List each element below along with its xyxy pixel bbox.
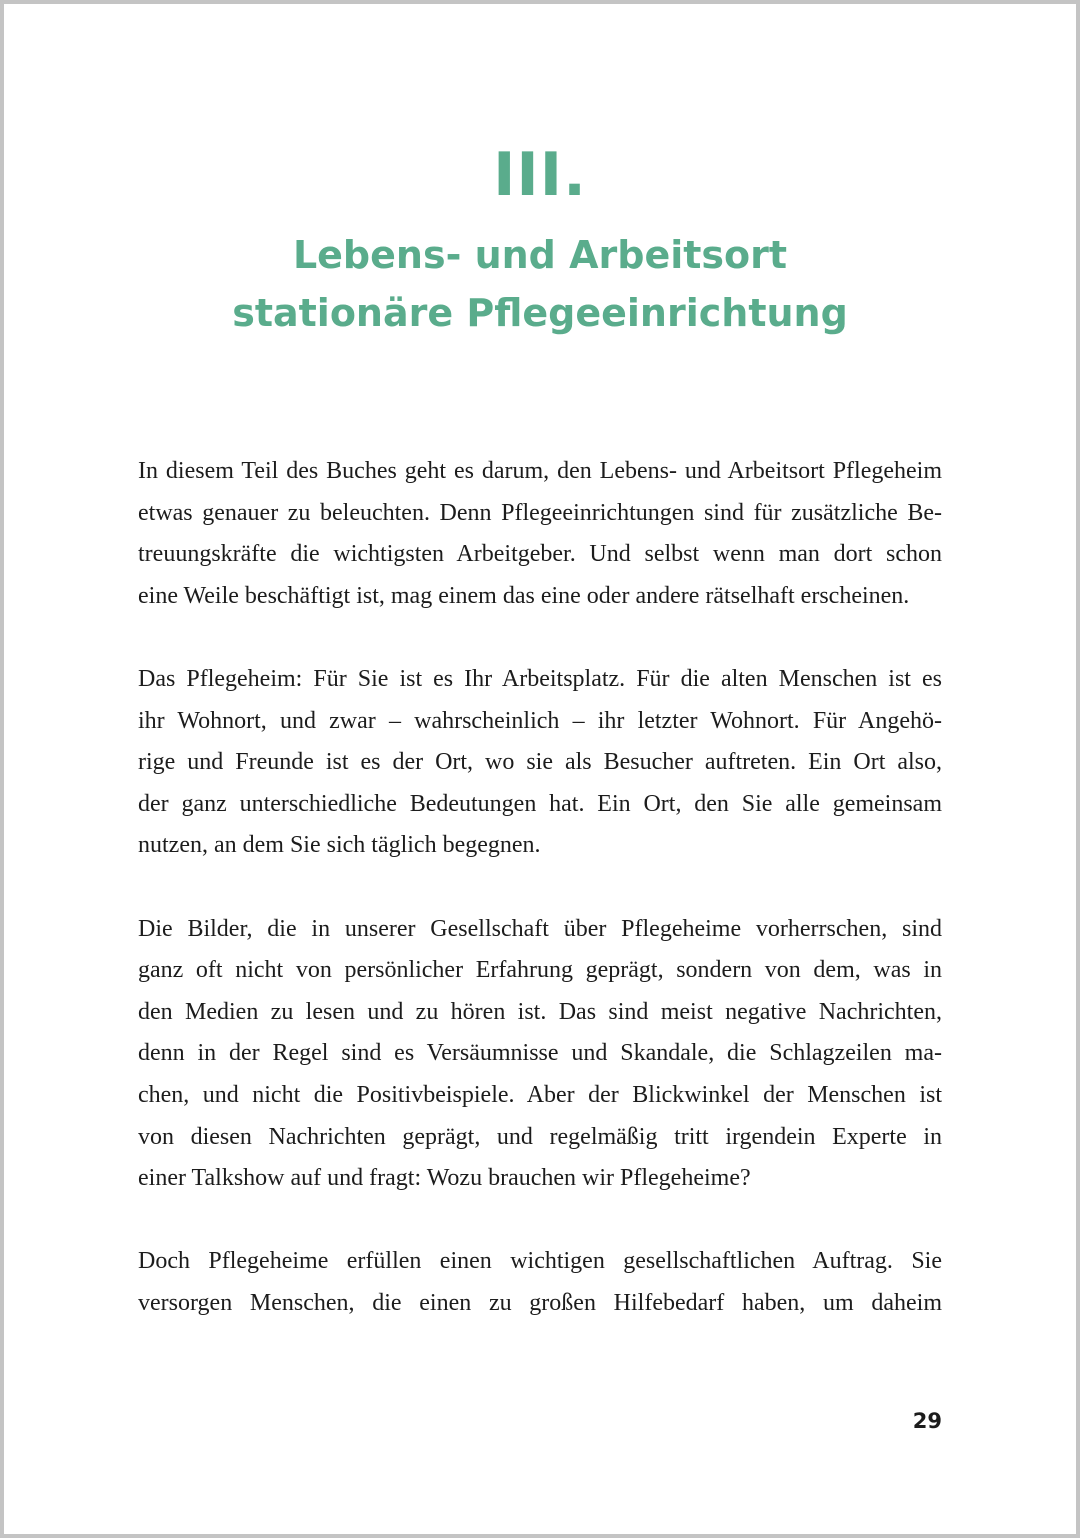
text-line: rige und Freunde ist es der Ort, wo sie als Besucher auftreten. Ein Ort also,	[138, 749, 942, 776]
text-line: Das Pflegeheim: Für Sie ist es Ihr Arbeitsplatz. Für die alten Menschen ist es	[138, 665, 942, 692]
text-line: versorgen Menschen, die einen zu großen Hilfebedarf haben, um daheim	[138, 1289, 942, 1316]
text-line: einer Talkshow auf und fragt: Wozu brauchen wir Pflegeheime?	[138, 1165, 751, 1192]
text-line: treuungskräfte die wichtigsten Arbeitgeber. Und selbst wenn man dort schon	[138, 541, 942, 568]
text-line: ihr Wohnort, und zwar – wahrscheinlich – ihr letzter Wohnort. Für Angehö-	[138, 707, 942, 734]
page-number: 29	[912, 1409, 942, 1433]
text-line: Die Bilder, die in unserer Gesellschaft über Pflegeheime vorherrschen, sind	[138, 915, 942, 942]
text-line: ganz oft nicht von persönlicher Erfahrung geprägt, sondern von dem, was in	[138, 957, 942, 984]
text-line: von diesen Nachrichten geprägt, und regelmäßig tritt irgendein Experte in	[138, 1123, 942, 1150]
paragraph-1	[138, 451, 942, 617]
chapter-title	[4, 226, 1076, 342]
paragraph-2	[138, 659, 942, 867]
text-line: denn in der Regel sind es Versäumnisse und Skandale, die Schlagzeilen ma-	[138, 1040, 942, 1067]
text-line: etwas genauer zu beleuchten. Denn Pflegeeinrichtungen sind für zusätzliche Be-	[138, 499, 942, 526]
text-line: eine Weile beschäftigt ist, mag einem das eine oder andere rätselhaft erscheinen.	[138, 582, 910, 609]
chapter-title-line-2: stationäre Pflegeeinrichtung	[232, 291, 848, 335]
chapter-title-line-1: Lebens- und Arbeitsort	[292, 233, 788, 277]
text-line: nutzen, an dem Sie sich täglich begegnen.	[138, 832, 541, 859]
body-text	[138, 451, 942, 1366]
paragraph-3	[138, 909, 942, 1200]
text-line: den Medien zu lesen und zu hören ist. Das sind meist negative Nachrichten,	[138, 998, 942, 1025]
text-line: In diesem Teil des Buches geht es darum, den Lebens- und Arbeitsort Pflegeheim	[138, 458, 942, 484]
text-line: der ganz unterschiedliche Bedeutungen hat. Ein Ort, den Sie alle gemeinsam	[138, 790, 942, 817]
paragraph-4	[138, 1241, 942, 1324]
text-line: chen, und nicht die Positivbeispiele. Aber der Blickwinkel der Menschen ist	[138, 1081, 942, 1108]
chapter-number: III.	[493, 140, 587, 210]
text-line: Doch Pflegeheime erfüllen einen wichtigen gesellschaftlichen Auftrag. Sie	[138, 1248, 942, 1275]
